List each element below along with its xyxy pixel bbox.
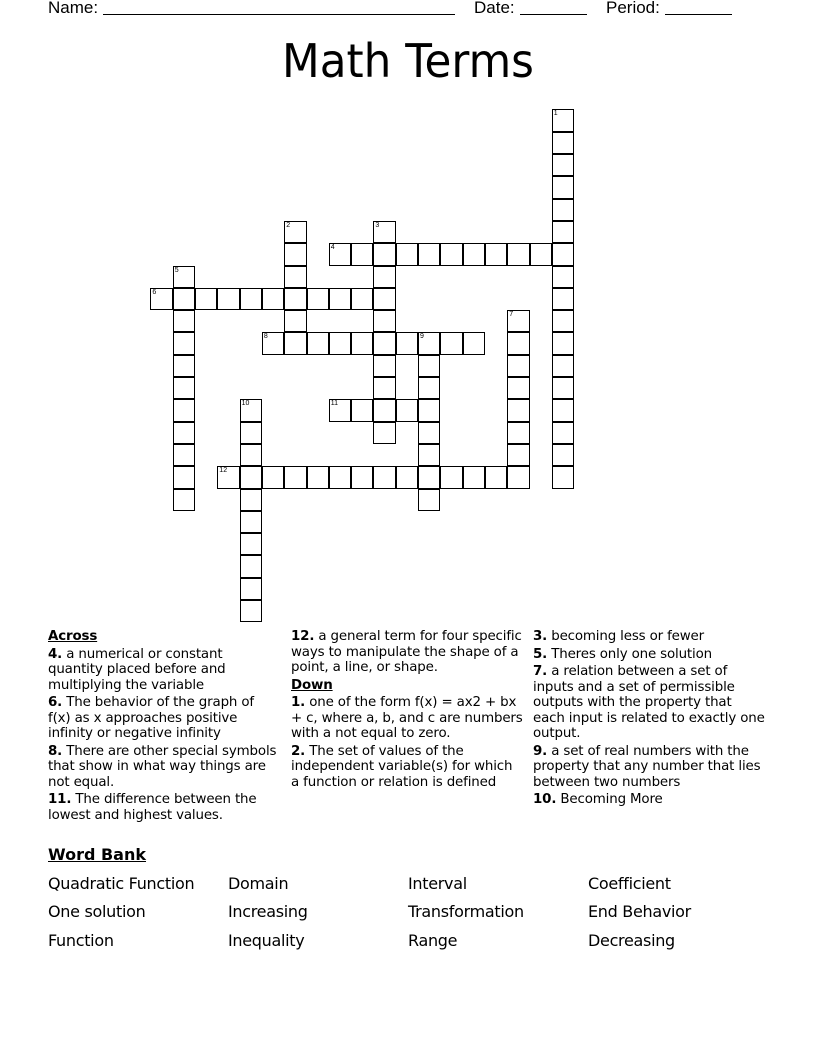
clue-down-3 (533, 629, 765, 645)
word-bank-item: End Behavior (588, 902, 691, 921)
crossword-cell[interactable] (173, 377, 195, 399)
crossword-cell[interactable] (351, 288, 373, 310)
crossword-cell[interactable] (240, 466, 262, 488)
clue-across-11 (48, 792, 280, 823)
date-label: Date: (474, 0, 515, 17)
crossword-cell[interactable] (552, 132, 574, 154)
crossword-cell[interactable] (507, 355, 529, 377)
crossword-cell[interactable] (552, 221, 574, 243)
crossword-cell[interactable] (552, 310, 574, 332)
cell-number: 5 (174, 266, 179, 274)
crossword-cell[interactable] (440, 466, 462, 488)
cell-number: 6 (152, 288, 157, 296)
crossword-cell[interactable] (507, 332, 529, 354)
clue-number: 4. (48, 646, 63, 662)
crossword-cell[interactable] (552, 355, 574, 377)
clue-text: The set of values of the independent variable(s) for which a function or relation is defined (291, 743, 513, 790)
crossword-cell[interactable] (507, 310, 529, 332)
page-title: Math Terms (282, 34, 534, 88)
word-bank-item: One solution (48, 902, 146, 921)
crossword-cell[interactable] (373, 221, 395, 243)
cell-number: 8 (263, 333, 268, 341)
crossword-cell[interactable] (507, 399, 529, 421)
crossword-cell[interactable] (507, 243, 529, 265)
clue-across-12 (291, 629, 523, 676)
crossword-cell[interactable] (418, 332, 440, 354)
crossword-cell[interactable] (173, 266, 195, 288)
crossword-cell[interactable] (351, 332, 373, 354)
crossword-cell[interactable] (552, 266, 574, 288)
crossword-cell[interactable] (485, 243, 507, 265)
word-bank-item: Increasing (228, 902, 308, 921)
crossword-cell[interactable] (485, 466, 507, 488)
crossword-cell[interactable] (329, 466, 351, 488)
clue-number: 5. (533, 646, 548, 662)
crossword-cell[interactable] (217, 466, 239, 488)
word-bank-item: Range (408, 931, 458, 950)
clues-column-1 (48, 629, 280, 825)
crossword-cell[interactable] (329, 243, 351, 265)
cell-number: 9 (420, 333, 424, 341)
crossword-cell[interactable] (329, 399, 351, 421)
crossword-cell[interactable] (552, 288, 574, 310)
clue-across-4 (48, 647, 280, 694)
down-heading: Down (291, 677, 333, 693)
crossword-cell[interactable] (173, 288, 195, 310)
clue-number: 1. (291, 695, 306, 710)
crossword-cell[interactable] (418, 377, 440, 399)
crossword-cell[interactable] (552, 176, 574, 198)
crossword-cell[interactable] (552, 154, 574, 176)
word-bank-item: Quadratic Function (48, 874, 195, 893)
clue-number: 11. (48, 792, 72, 807)
clues-column-2 (291, 629, 523, 792)
clue-text: The behavior of the graph of f(x) as x approaches positive infinity or negative infinity (48, 695, 254, 741)
crossword-cell[interactable] (284, 466, 306, 488)
crossword-cell[interactable] (307, 288, 329, 310)
clue-number: 6. (48, 695, 63, 710)
name-label: Name: (48, 0, 99, 17)
crossword-cell[interactable] (418, 355, 440, 377)
crossword-cell[interactable] (530, 243, 552, 265)
crossword-cell[interactable] (463, 243, 485, 265)
clue-number: 8. (48, 743, 63, 759)
crossword-cell[interactable] (373, 377, 395, 399)
clue-text: The difference between the lowest and highest values. (48, 792, 257, 823)
period-label: Period: (606, 0, 660, 17)
clues-column-3 (533, 629, 765, 810)
crossword-cell[interactable] (150, 288, 172, 310)
crossword-cell[interactable] (440, 243, 462, 265)
crossword-cell[interactable] (240, 444, 262, 466)
cell-number: 10 (241, 400, 250, 408)
crossword-cell[interactable] (240, 489, 262, 511)
crossword-cell[interactable] (552, 466, 574, 488)
crossword-cell[interactable] (284, 288, 306, 310)
clue-down-7 (533, 664, 765, 742)
clue-text: a relation between a set of inputs and a set of permissible outputs with the property that each input is related to exactly one output. (533, 664, 765, 741)
crossword-cell[interactable] (373, 332, 395, 354)
clue-text: one of the form f(x) = ax2 + bx + c, where a, b, and c are numbers with a not equal to zero. (291, 695, 523, 741)
clue-number: 7. (533, 664, 548, 679)
crossword-cell[interactable] (173, 399, 195, 421)
crossword-cell[interactable] (373, 466, 395, 488)
clue-down-2 (291, 744, 523, 791)
crossword-cell[interactable] (240, 533, 262, 555)
crossword-cell[interactable] (552, 422, 574, 444)
crossword-cell[interactable] (240, 511, 262, 533)
clue-number: 9. (533, 743, 548, 759)
crossword-cell[interactable] (507, 444, 529, 466)
clue-text: Theres only one solution (551, 646, 712, 662)
crossword-cell[interactable] (240, 555, 262, 577)
crossword-cell[interactable] (284, 221, 306, 243)
crossword-cell[interactable] (373, 243, 395, 265)
crossword-cell[interactable] (284, 243, 306, 265)
crossword-cell[interactable] (240, 288, 262, 310)
crossword-cell[interactable] (373, 422, 395, 444)
crossword-cell[interactable] (284, 310, 306, 332)
crossword-cell[interactable] (552, 199, 574, 221)
clue-down-1 (291, 695, 523, 742)
clue-number: 10. (533, 792, 557, 807)
crossword-cell[interactable] (373, 310, 395, 332)
crossword-cell[interactable] (307, 466, 329, 488)
clue-down-9 (533, 744, 765, 791)
crossword-cell[interactable] (396, 466, 418, 488)
word-bank-item: Interval (408, 874, 467, 893)
crossword-cell[interactable] (284, 266, 306, 288)
crossword-cell[interactable] (552, 399, 574, 421)
cell-number: 4 (330, 244, 335, 252)
clue-text: a set of real numbers with the property that any number that lies between two numbers (533, 743, 761, 790)
crossword-cell[interactable] (463, 466, 485, 488)
crossword-cell[interactable] (418, 399, 440, 421)
word-bank-item: Transformation (408, 902, 524, 921)
crossword-cell[interactable] (552, 377, 574, 399)
crossword-cell[interactable] (552, 109, 574, 131)
word-bank-item: Coefficient (588, 874, 671, 893)
clue-text: a general term for four specific ways to manipulate the shape of a point, a line, or shape. (291, 629, 522, 675)
crossword-cell[interactable] (240, 578, 262, 600)
crossword-cell[interactable] (418, 243, 440, 265)
crossword-cell[interactable] (463, 332, 485, 354)
crossword-cell[interactable] (552, 243, 574, 265)
clue-text: Becoming More (560, 792, 663, 807)
crossword-cell[interactable] (173, 332, 195, 354)
cell-number: 3 (375, 221, 380, 229)
crossword-cell[interactable] (440, 332, 462, 354)
crossword-cell[interactable] (507, 422, 529, 444)
crossword-cell[interactable] (173, 422, 195, 444)
clue-down-10 (533, 792, 765, 808)
cell-number: 11 (330, 400, 339, 408)
crossword-cell[interactable] (240, 600, 262, 622)
crossword-cell[interactable] (351, 466, 373, 488)
crossword-cell[interactable] (240, 399, 262, 421)
crossword-cell[interactable] (284, 332, 306, 354)
crossword-cell[interactable] (240, 422, 262, 444)
word-bank-title: Word Bank (48, 845, 147, 864)
crossword-cell[interactable] (262, 288, 284, 310)
crossword-cell[interactable] (173, 444, 195, 466)
crossword-cell[interactable] (217, 288, 239, 310)
crossword-cell[interactable] (373, 288, 395, 310)
crossword-cell[interactable] (418, 422, 440, 444)
clue-text: becoming less or fewer (551, 629, 704, 644)
crossword-cell[interactable] (418, 489, 440, 511)
crossword-cell[interactable] (373, 399, 395, 421)
clue-number: 12. (291, 629, 315, 644)
crossword-cell[interactable] (329, 288, 351, 310)
clue-number: 2. (291, 743, 306, 759)
crossword-cell[interactable] (396, 332, 418, 354)
clue-text: a numerical or constant quantity placed before and multiplying the variable (48, 646, 226, 693)
crossword-cell[interactable] (373, 355, 395, 377)
crossword-cell[interactable] (418, 444, 440, 466)
cell-number: 7 (509, 311, 514, 319)
crossword-cell[interactable] (173, 489, 195, 511)
clue-down-5 (533, 647, 765, 663)
across-heading: Across (48, 629, 98, 644)
crossword-cell[interactable] (396, 243, 418, 265)
clue-across-8 (48, 744, 280, 791)
clue-across-6 (48, 695, 280, 742)
crossword-cell[interactable] (396, 399, 418, 421)
crossword-cell[interactable] (262, 466, 284, 488)
crossword-cell[interactable] (552, 332, 574, 354)
clue-number: 3. (533, 629, 548, 644)
crossword-cell[interactable] (173, 310, 195, 332)
crossword-cell[interactable] (507, 377, 529, 399)
word-bank-item: Decreasing (588, 931, 675, 950)
cell-number: 12 (219, 467, 228, 475)
crossword-cell[interactable] (173, 466, 195, 488)
clue-text: There are other special symbols that show in what way things are not equal. (48, 743, 277, 790)
crossword-cell[interactable] (262, 332, 284, 354)
crossword-cell[interactable] (351, 399, 373, 421)
cell-number: 2 (286, 221, 291, 229)
crossword-cell[interactable] (418, 466, 440, 488)
word-bank-item: Function (48, 931, 114, 950)
crossword-cell[interactable] (307, 332, 329, 354)
crossword-cell[interactable] (329, 332, 351, 354)
crossword-cell[interactable] (173, 355, 195, 377)
crossword-cell[interactable] (552, 444, 574, 466)
word-bank-item: Domain (228, 874, 289, 893)
word-bank-item: Inequality (228, 931, 305, 950)
crossword-cell[interactable] (195, 288, 217, 310)
cell-number: 1 (553, 110, 558, 118)
crossword-cell[interactable] (373, 266, 395, 288)
crossword-cell[interactable] (351, 243, 373, 265)
crossword-cell[interactable] (507, 466, 529, 488)
